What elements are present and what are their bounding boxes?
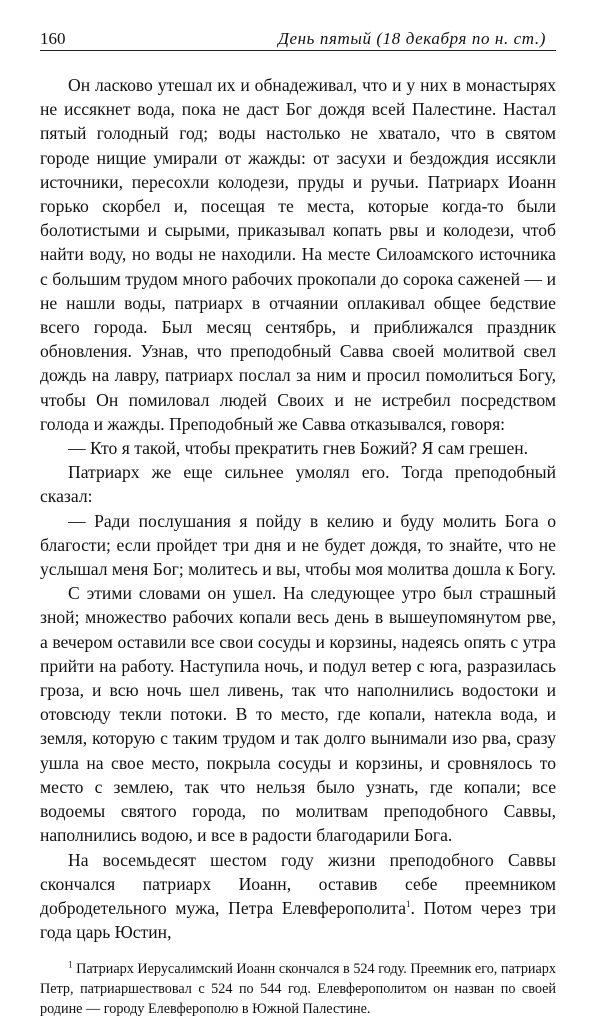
paragraph: Патриарх же еще сильнее умолял его. Тогда преподобный сказал: [40, 462, 556, 507]
paragraph: Он ласково утешал их и обнадеживал, что и у них в монастырях не иссякнет вода, пока не даст Бог дождя всей Палестине. Настал пятый голодный год; воды настолько не хватало, что в святом городе нищие умирали от жажды: от засухи и бездождия иссякли источники, пересохли колодези, пруды и ручьи. Патриарх Иоанн горько скорбел и, посещая те места, которые когда-то были болотистыми и сырыми, приказывал копать рвы и колодези, чтоб найти воду, но воды не находили. На месте Силоамского источника с большим трудом много рабочих прокопали до сорока саженей — и не нашли воды, патриарх в отчаянии оплакивал общее бедствие всего города. Был месяц сентябрь, и приближался праздник обновления. Узнав, что преподобный Савва своей молитвой свел дождь на лавру, патриарх послал за ним и просил помолиться Богу, чтобы Он помиловал людей Своих и не истребил посредством голода и жажды. Преподобный же Савва отказывался, говоря: [40, 75, 556, 434]
main-text [40, 73, 556, 944]
footnote-reference[interactable]: 1 [406, 899, 411, 910]
paragraph-text: . Потом через три года царь Юстин, [40, 897, 556, 943]
running-title: День пятый (18 декабря по н. ст.) [278, 29, 546, 48]
footnote-text: Патриарх Иерусалимский Иоанн скончался в 524 году. Преемник его, патриарх Петр, патриаршествовал с 524 по 544 год. Елевферополитом он назван по своей родине — городу Елевферополю в Южной Палестине. [40, 961, 556, 1017]
footnotes [40, 960, 556, 1019]
page-header [40, 26, 556, 51]
footnote [40, 960, 556, 1019]
paragraph [40, 848, 556, 945]
book-page [40, 26, 556, 1019]
paragraph-text: На восемьдесят шестом году жизни преподобного Саввы скончался патриарх Иоанн, оставив себе преемником добродетельного мужа, Петра Елевферополита [40, 849, 556, 918]
paragraph: — Кто я такой, чтобы прекратить гнев Божий? Я сам грешен. [68, 438, 529, 459]
paragraph: — Ради послушания я пойду в келию и буду молить Бога о благости; если пройдет три дня и не будет дождя, то знайте, что не услышал меня Бог; молитесь и вы, чтобы моя молитва дошла к Богу. [40, 510, 556, 580]
footnote-number: 1 [68, 959, 73, 970]
page-number: 160 [40, 29, 66, 48]
paragraph: С этими словами он ушел. На следующее утро был страшный зной; множество рабочих копали весь день в вышеупомянутом рве, а вечером оставили все свои сосуды и корзины, надеясь опять с утра прийти на работу. Наступила ночь, и подул ветер с юга, разразилась гроза, и всю ночь шел ливень, так что наполнились водостоки и отовсюду текли потоки. В то место, где копали, натекла вода, и земля, которую с таким трудом и так долго вынимали изо рва, сразу ушла на свое место, покрыла сосуды и корзины, и сровнялось то место с землею, так что нельзя было узнать, где копали; все водоемы святого города, по молитвам преподобного Саввы, наполнились водою, и все в радости благодарили Бога. [40, 583, 556, 846]
